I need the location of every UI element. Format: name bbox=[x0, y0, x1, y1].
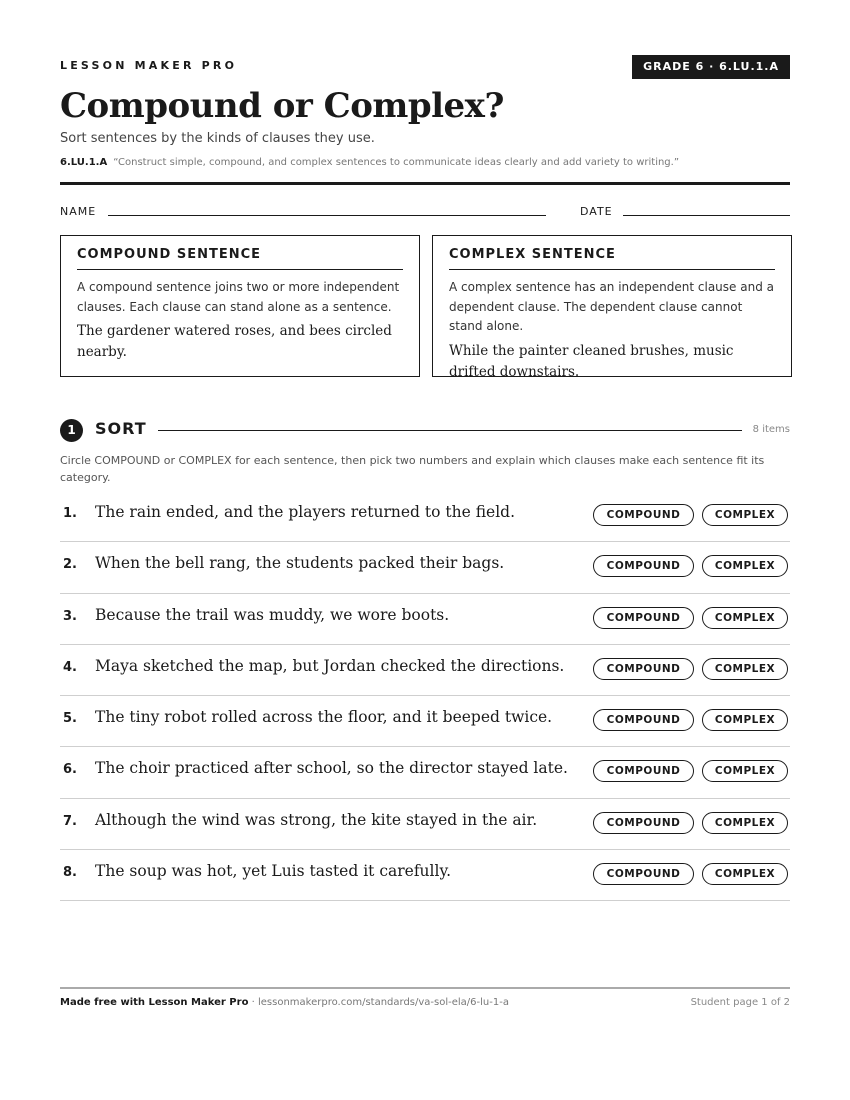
date-line[interactable] bbox=[623, 215, 790, 216]
sentence-text: Because the trail was muddy, we wore boots. bbox=[95, 605, 450, 624]
sentence-row bbox=[60, 542, 790, 593]
top-bar bbox=[60, 55, 790, 79]
section-header bbox=[60, 418, 790, 442]
sentence-row bbox=[60, 594, 790, 645]
definition-title: COMPOUND SENTENCE bbox=[77, 247, 403, 270]
section-title: SORT bbox=[95, 419, 147, 438]
sentence-row bbox=[60, 696, 790, 747]
complex-choice[interactable]: COMPLEX bbox=[702, 812, 788, 834]
sentence-text: Although the wind was strong, the kite stayed in the air. bbox=[95, 810, 538, 829]
compound-choice[interactable]: COMPOUND bbox=[593, 658, 694, 680]
complex-choice[interactable]: COMPLEX bbox=[702, 658, 788, 680]
compound-choice[interactable]: COMPOUND bbox=[593, 863, 694, 885]
sentence-text: Maya sketched the map, but Jordan checked the directions. bbox=[95, 656, 565, 675]
compound-choice[interactable]: COMPOUND bbox=[593, 709, 694, 731]
compound-choice[interactable]: COMPOUND bbox=[593, 812, 694, 834]
page-title: Compound or Complex? bbox=[60, 86, 504, 126]
section-number-badge: 1 bbox=[60, 419, 83, 442]
name-field[interactable] bbox=[60, 204, 546, 218]
sentence-text: When the bell rang, the students packed their bags. bbox=[95, 554, 505, 573]
name-line[interactable] bbox=[108, 215, 546, 216]
sentence-number: 8. bbox=[63, 865, 77, 881]
sentence-number: 3. bbox=[63, 608, 77, 624]
definition-example: The gardener watered roses, and bees circled nearby. bbox=[77, 323, 392, 360]
instructions: Circle COMPOUND or COMPLEX for each sentence, then pick two numbers and explain which clauses make each sentence fit its category. bbox=[60, 454, 765, 484]
complex-choice[interactable]: COMPLEX bbox=[702, 504, 788, 526]
definition-body: A complex sentence has an independent clause and a dependent clause. The dependent clause cannot stand alone. bbox=[449, 280, 774, 333]
sentence-text: The choir practiced after school, so the director stayed late. bbox=[95, 759, 568, 778]
standard-line bbox=[60, 157, 679, 168]
standard-text: “Construct simple, compound, and complex sentences to communicate ideas clearly and add variety to writing.” bbox=[113, 157, 680, 168]
grade-badge: GRADE 6 · 6.LU.1.A bbox=[632, 55, 790, 79]
footer-separator: · bbox=[248, 997, 258, 1008]
item-count: 8 items bbox=[752, 424, 790, 435]
complex-definition-box bbox=[432, 235, 792, 380]
sentence-row bbox=[60, 645, 790, 696]
footer-credit bbox=[60, 997, 509, 1008]
sentence-number: 2. bbox=[63, 557, 77, 573]
page-subtitle: Sort sentences by the kinds of clauses they use. bbox=[60, 131, 375, 146]
sentence-number: 1. bbox=[63, 506, 77, 521]
standard-code: 6.LU.1.A bbox=[60, 157, 108, 168]
sentence-number: 6. bbox=[63, 762, 77, 778]
compound-choice[interactable]: COMPOUND bbox=[593, 504, 694, 526]
sentence-row bbox=[60, 491, 790, 542]
compound-choice[interactable]: COMPOUND bbox=[593, 760, 694, 782]
footer-url[interactable]: lessonmakerpro.com/standards/va-sol-ela/6-lu-1-a bbox=[257, 997, 509, 1008]
sentence-number: 5. bbox=[63, 711, 77, 727]
footer-made-with: Made free with Lesson Maker Pro bbox=[60, 997, 249, 1008]
compound-definition-box bbox=[60, 235, 420, 377]
complex-choice[interactable]: COMPLEX bbox=[702, 709, 788, 731]
page-indicator: Student page 1 of 2 bbox=[690, 997, 790, 1008]
compound-choice[interactable]: COMPOUND bbox=[593, 555, 694, 577]
footer bbox=[60, 987, 790, 1008]
definition-example: While the painter cleaned brushes, music drifted downstairs. bbox=[449, 342, 734, 380]
sentence-row bbox=[60, 850, 790, 901]
complex-choice[interactable]: COMPLEX bbox=[702, 555, 788, 577]
complex-choice[interactable]: COMPLEX bbox=[702, 863, 788, 885]
sentence-number: 7. bbox=[63, 813, 77, 829]
definition-title: COMPLEX SENTENCE bbox=[449, 247, 775, 270]
complex-choice[interactable]: COMPLEX bbox=[702, 607, 788, 629]
sentence-text: The tiny robot rolled across the floor, and it beeped twice. bbox=[95, 708, 553, 727]
sentence-row bbox=[60, 747, 790, 798]
compound-choice[interactable]: COMPOUND bbox=[593, 607, 694, 629]
header-divider bbox=[60, 182, 790, 185]
brand-label: LESSON MAKER PRO bbox=[60, 59, 238, 72]
date-label: DATE bbox=[580, 205, 613, 218]
sentence-number: 4. bbox=[63, 659, 77, 675]
sentence-row bbox=[60, 799, 790, 850]
section-rule bbox=[158, 430, 742, 431]
sentence-text: The soup was hot, yet Luis tasted it carefully. bbox=[95, 862, 452, 881]
name-label: NAME bbox=[60, 205, 97, 218]
date-field[interactable] bbox=[580, 204, 790, 218]
sentence-list bbox=[60, 491, 790, 901]
sentence-text: The rain ended, and the players returned to the field. bbox=[95, 503, 516, 521]
complex-choice[interactable]: COMPLEX bbox=[702, 760, 788, 782]
definition-body: A compound sentence joins two or more independent clauses. Each clause can stand alone as a sentence. bbox=[77, 280, 400, 314]
